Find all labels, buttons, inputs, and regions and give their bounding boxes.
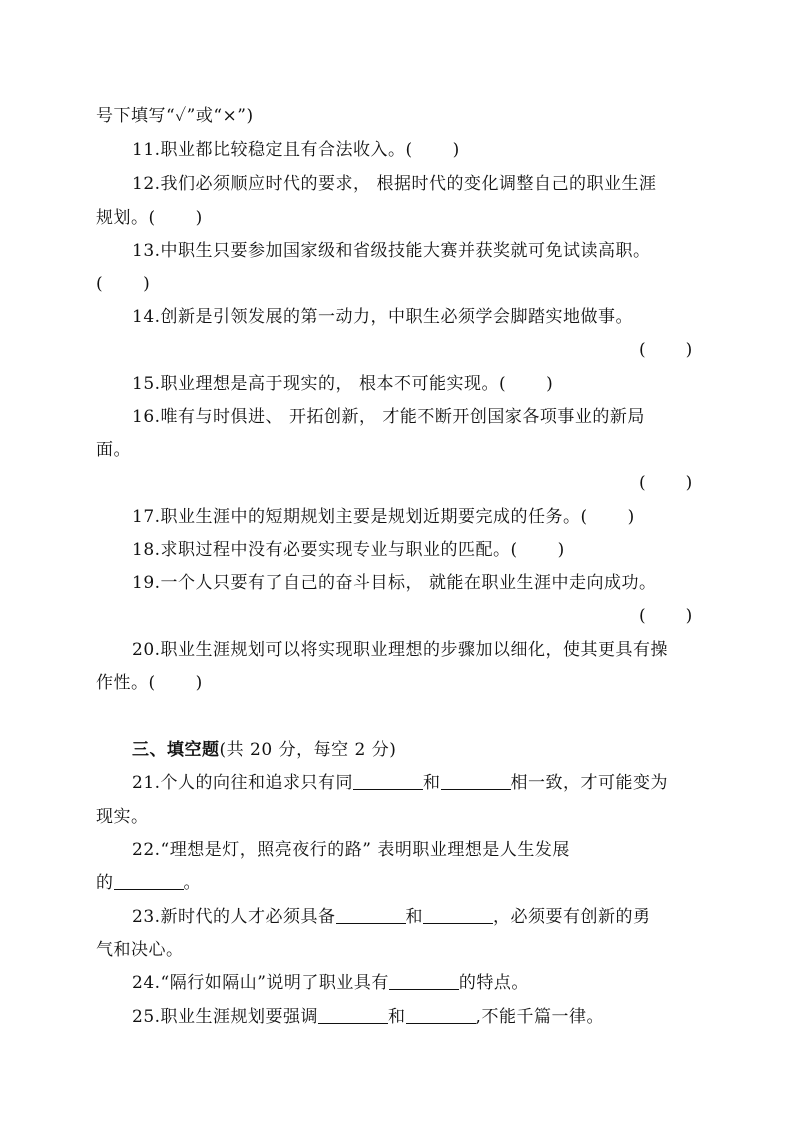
question-23-cont [96, 939, 184, 961]
question-12-cont [96, 207, 203, 229]
question-text: 规划。( [96, 208, 156, 228]
question-text: 24.“隔行如隔山”说明了职业具有 [132, 973, 389, 993]
question-text: 17.职业生涯中的短期规划主要是规划近期要完成的任务。( [132, 507, 588, 527]
question-text: 21.个人的向往和追求只有同 [132, 773, 354, 793]
fill-blank[interactable] [406, 1007, 476, 1024]
question-22 [132, 839, 570, 861]
paren-close: ) [452, 140, 460, 160]
paren-open: ( [639, 340, 646, 360]
question-text: ,不能千篇一律。 [475, 1007, 604, 1027]
question-21 [132, 772, 668, 794]
fill-blank[interactable] [389, 973, 459, 990]
paren-close: ) [195, 208, 203, 228]
question-text: ，必须要有创新的勇 [493, 907, 651, 927]
question-text: 11.职业都比较稳定且有合法收入。( [132, 140, 413, 160]
question-text: 22.“理想是灯，照亮夜行的路” 表明职业理想是人生发展 [132, 840, 570, 860]
question-17 [132, 506, 635, 528]
question-16-cont [96, 439, 131, 461]
question-21-cont [96, 806, 149, 828]
question-15 [132, 373, 553, 395]
paren-open: ( [96, 274, 104, 294]
fill-blank[interactable] [441, 773, 511, 790]
paren-close: ) [685, 340, 693, 360]
question-text: 23.新时代的人才必须具备 [132, 907, 336, 927]
question-24 [132, 972, 529, 994]
question-14 [132, 306, 633, 328]
question-text: 13.中职生只要参加国家级和省级技能大赛并获奖就可免试读高职。 [132, 241, 651, 261]
question-11 [132, 139, 460, 161]
question-text: 25.职业生涯规划要强调 [132, 1007, 319, 1027]
question-22-cont [96, 872, 201, 894]
paren-close: ) [143, 274, 151, 294]
question-text: 面。 [96, 440, 131, 460]
fill-blank[interactable] [318, 1007, 388, 1024]
question-text: 和 [405, 907, 424, 927]
question-text: 气和决心。 [96, 940, 184, 960]
instruction-tail [96, 105, 254, 127]
paren-open: ( [639, 606, 646, 626]
question-20-cont [96, 672, 203, 694]
question-text: 15.职业理想是高于现实的， 根本不可能实现。( [132, 374, 507, 394]
question-text: 和 [388, 1007, 406, 1027]
question-text: 。 [183, 873, 201, 893]
fill-blank[interactable] [336, 907, 406, 924]
question-13 [132, 240, 651, 262]
question-19 [132, 572, 656, 594]
question-text: 的 [96, 873, 114, 893]
section-note: (共 20 分，每空 2 分) [219, 740, 397, 760]
question-text: 现实。 [96, 807, 149, 827]
question-16-answer [639, 472, 692, 494]
question-20 [132, 639, 668, 661]
question-text: 12.我们必须顺应时代的要求， 根据时代的变化调整自己的职业生涯 [132, 174, 657, 194]
question-text: 18.求职过程中没有必要实现专业与职业的匹配。( [132, 540, 518, 560]
section-3-heading [132, 739, 396, 761]
question-16 [132, 406, 645, 428]
paren-open: ( [639, 473, 646, 493]
question-text: 14.创新是引领发展的第一动力，中职生必须学会脚踏实地做事。 [132, 307, 634, 327]
instruction-text: 号下填写“✓”或“×”) [96, 106, 254, 126]
question-text: 16.唯有与时俱进、 开拓创新， 才能不断开创国家各项事业的新局 [132, 407, 645, 427]
question-14-answer [639, 339, 692, 361]
question-text: 20.职业生涯规划可以将实现职业理想的步骤加以细化，使其更具有操 [132, 640, 669, 660]
question-13-answer [96, 273, 150, 295]
question-text: 19.一个人只要有了自己的奋斗目标， 就能在职业生涯中走向成功。 [132, 573, 657, 593]
paren-close: ) [195, 673, 203, 693]
question-18 [132, 539, 565, 561]
paren-close: ) [546, 374, 554, 394]
fill-blank[interactable] [114, 873, 184, 890]
question-text: 和 [423, 773, 441, 793]
question-19-answer [639, 605, 692, 627]
paren-close: ) [557, 540, 565, 560]
paren-close: ) [685, 473, 693, 493]
question-23 [132, 906, 651, 928]
question-25 [132, 1006, 604, 1028]
fill-blank[interactable] [353, 773, 423, 790]
paren-close: ) [685, 606, 693, 626]
question-text: 的特点。 [458, 973, 529, 993]
paren-close: ) [627, 507, 635, 527]
section-title: 三、填空题 [132, 740, 220, 760]
question-text: 相一致，才可能变为 [510, 773, 669, 793]
fill-blank[interactable] [423, 907, 493, 924]
question-text: 作性。( [96, 673, 156, 693]
question-12 [132, 173, 656, 195]
